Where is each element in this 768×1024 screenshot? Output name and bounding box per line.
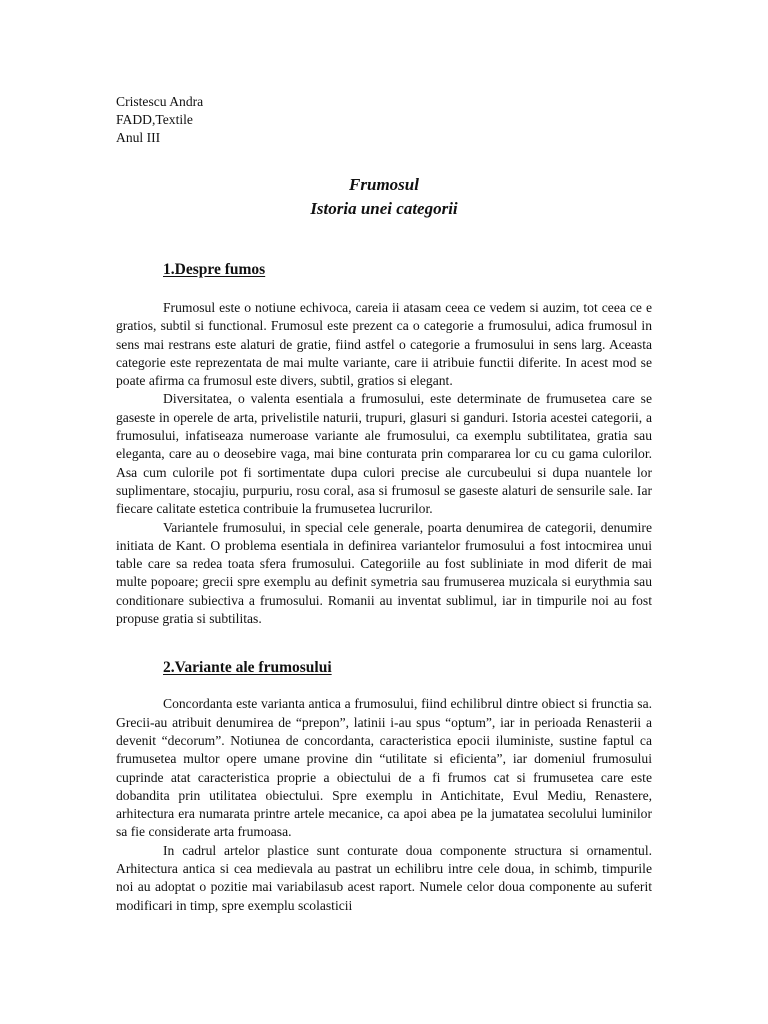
section-1-paragraph-3: Variantele frumosului, in special cele generale, poarta denumirea de categorii, denumire initiata de Kant. O problema esentiala in definirea variantelor frumosului a fost intocmirea unui table care sa redea toata sfera frumosului. Categoriile au fost subliniate in mod diferit de mai multe popoare; grecii spre exemplu au definit symetria sau frumuserea muzicala si eurythmia sau conditionare subiectiva a frumosului. Romanii au inventat sublimul, iar in timpurile noi au fost propuse gratia si subtilitas. xyxy=(116,519,652,627)
section-heading-1: 1.Despre fumos xyxy=(163,261,266,278)
author-name: Cristescu Andra xyxy=(116,94,204,109)
document-page xyxy=(116,93,652,915)
title-subtitle: Istoria unei categorii xyxy=(310,199,458,218)
section-1-paragraph-2: Diversitatea, o valenta esentiala a frumosului, este determinate de frumusetea care se gaseste in operele de arta, privelistile naturii, trupuri, glasuri si ganduri. Istoria acestei categorii, a frumosului, infatiseaza numeroase variante ale frumosului, ca exemplu subtilitatea, gratia sau eleganta, care au o deosebire vaga, mai bine conturata prin compararea lor cu cu gama culorilor. Asa cum culorile pot fi sortimentate dupa culori precise ale curcubeului si dupa nuantele lor suplimentare, stocajiu, purpuriu, rosu coral, asa si frumosul se gaseste alaturi de sensurile sale. Iar fiecare calitate estetica contribuie la frumusetea lucrurilor. xyxy=(116,391,652,517)
author-faculty: FADD,Textile xyxy=(116,112,193,127)
document-title xyxy=(116,173,652,221)
section-heading-2: 2.Variante ale frumosului xyxy=(163,659,332,677)
section-2-paragraph-1: Concordanta este varianta antica a frumosului, fiind echilibrul dintre obiect si frunctia sa. Grecii-au atribuit denumirea de “prepon”, latinii i-au spus “optum”, iar in perioada Renasterii a devenit “decorum”. Notiunea de concordanta, caracteristica epocii iluministe, sustine faptul ca frumusetea multor opere umane provine din “utilitate si eficienta”, iar domeniul frumosului cuprinde atat caracteristica proprie a obiectului de a fi frumos cat si frumusetea care este dobandita prin utilitatea obiectului. Spre exemplu in Antichitate, Evul Mediu, Renastere, arhitectura era numarata printre artele mecanice, ca apoi abea pe la jumatatea secolului luminilor sa fie considerate arta frumoasa. xyxy=(116,696,652,840)
author-block xyxy=(116,93,652,147)
author-year: Anul III xyxy=(116,130,161,145)
section-2-paragraph-2: In cadrul artelor plastice sunt conturate doua componente structura si ornamentul. Arhitectura antica si cea medievala au pastrat un echilibru intre cele doua, in schimb, timpurile noi au adoptat o pozitie mai variabilasub acest raport. Numele celor doua componente au suferit modificari in timp, spre exemplu scolasticii xyxy=(116,842,652,913)
title-main: Frumosul xyxy=(349,175,419,194)
section-1-paragraph-1: Frumosul este o notiune echivoca, careia ii atasam ceea ce vedem si auzim, tot ceea ce e gratios, subtil si functional. Frumosul este prezent ca o categorie a frumosului, adica frumosul in sens mai restrans este alaturi de gratie, fiind astfel o categorie a frumosului in sens larg. Aceasta categorie este reprezentata de mai multe variante, care ii atribuie functii diferite. In acest mod se poate afirma ca frumosul este divers, subtil, gratios si elegant. xyxy=(116,300,652,389)
